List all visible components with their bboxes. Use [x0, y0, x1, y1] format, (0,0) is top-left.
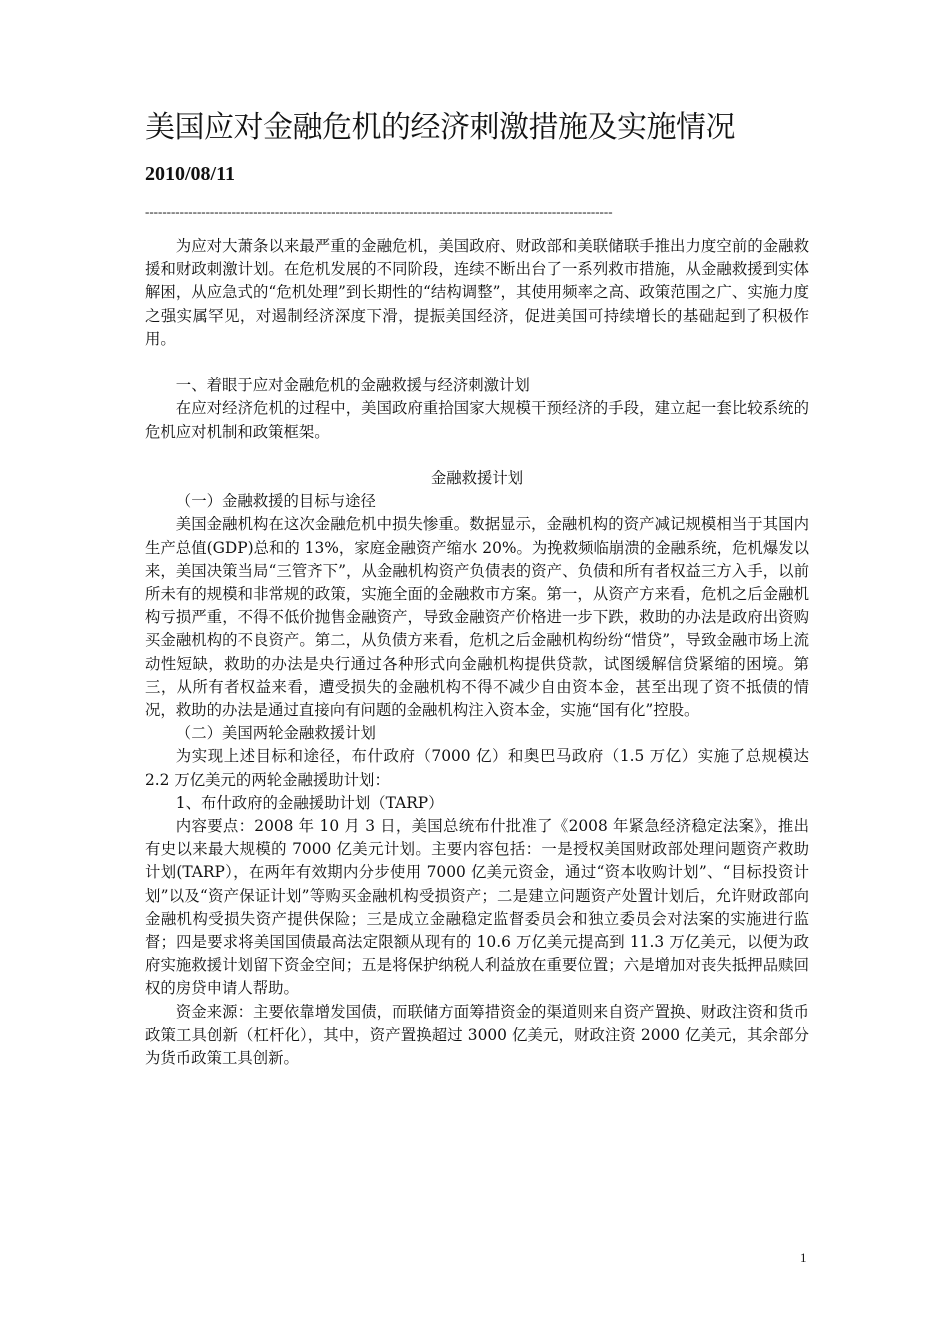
subheading-two-rounds: （二）美国两轮金融救援计划: [175, 724, 376, 743]
paragraph-6: 资金来源：主要依靠增发国债，而联储方面筹措资金的渠道则来自资产置换、财政注资和货币政策工具创新（杠杆化），其中，资产置换超过 3000 亿美元，财政注资 2000 亿美元，其余部分为货币政策工具创新。: [145, 1002, 809, 1068]
separator-line: ------------------------------------------------------------------------------------------------------------: [145, 205, 613, 219]
intro-paragraph: 为应对大萧条以来最严重的金融危机，美国政府、财政部和美联储联手推出力度空前的金融救援和财政刺激计划。在危机发展的不同阶段，连续不断出台了一系列救市措施，从金融救援到实体解困，从应急式的“危机处理”到长期性的“结构调整”，其使用频率之高、政策范围之广、实施力度之强实属罕见，对遏制经济深度下滑，提振美国经济，促进美国可持续增长的基础起到了积极作用。: [145, 237, 809, 348]
subheading-goals: （一）金融救援的目标与途径: [175, 492, 376, 511]
spacer: [145, 444, 809, 467]
page-number: 1: [800, 1250, 807, 1265]
paragraph-3: 美国金融机构在这次金融危机中损失惨重。数据显示，金融机构的资产减记规模相当于其国内生产总值(GDP)总和的 13%，家庭金融资产缩水 20%。为挽救频临崩溃的金融系统，危机爆发以来，美国决策当局“三管齐下”，从金融机构资产负债表的资产、负债和所有者权益三方入手，以前所未有的规模和非常规的政策，实施全面的金融救市方案。第一，从资产方来看，危机之后金融机构亏损严重，不得不低价抛售金融资产，导致金融资产价格进一步下跌，救助的办法是政府出资购买金融机构的不良资产。第二，从负债方来看，危机之后金融机构纷纷“惜贷”，导致金融市场上流动性短缺，救助的办法是央行通过各种形式向金融机构提供贷款，试图缓解信贷紧缩的困境。第三，从所有者权益来看，遭受损失的金融机构不得不减少自由资本金，甚至出现了资不抵债的情况，救助的办法是通过直接向有问题的金融机构注入资本金，实施“国有化”控股。: [145, 515, 809, 720]
paragraph-2: 在应对经济危机的过程中，美国政府重拾国家大规模干预经济的手段，建立起一套比较系统的危机应对机制和政策框架。: [145, 399, 809, 441]
document-body: [145, 235, 809, 1070]
spacer: [145, 351, 809, 374]
paragraph-5: 内容要点：2008 年 10 月 3 日，美国总统布什批准了《2008 年紧急经济稳定法案》，推出有史以来最大规模的 7000 亿美元计划。主要内容包括：一是授权美国财政部处理问题资产救助计划(TARP），在两年有效期内分步使用 7000 亿美元资金，通过“资本收购计划”、“目标投资计划”以及“资产保证计划”等购买金融机构受损资产；二是建立问题资产处置计划后，允许财政部向金融机构受损失资产提供保险；三是成立金融稳定监督委员会和独立委员会对法案的实施进行监督；四是要求将美国国债最高法定限额从现有的 10.6 万亿美元提高到 11.3 万亿美元，以便为政府实施救援计划留下资金空间；五是将保护纳税人利益放在重要位置；六是增加对丧失抵押品赎回权的房贷申请人帮助。: [145, 817, 809, 998]
subheading-tarp: 1、布什政府的金融援助计划（TARP）: [175, 793, 444, 812]
document-title: 美国应对金融危机的经济刺激措施及实施情况: [145, 110, 735, 145]
section-title-rescue-plan: 金融救援计划: [430, 469, 524, 487]
section-heading-1: 一、着眼于应对金融危机的金融救援与经济刺激计划: [175, 376, 530, 395]
paragraph-4: 为实现上述目标和途径，布什政府（7000 亿）和奥巴马政府（1.5 万亿）实施了总规模达 2.2 万亿美元的两轮金融援助计划：: [145, 747, 809, 789]
document-date: 2010/08/11: [145, 163, 236, 185]
